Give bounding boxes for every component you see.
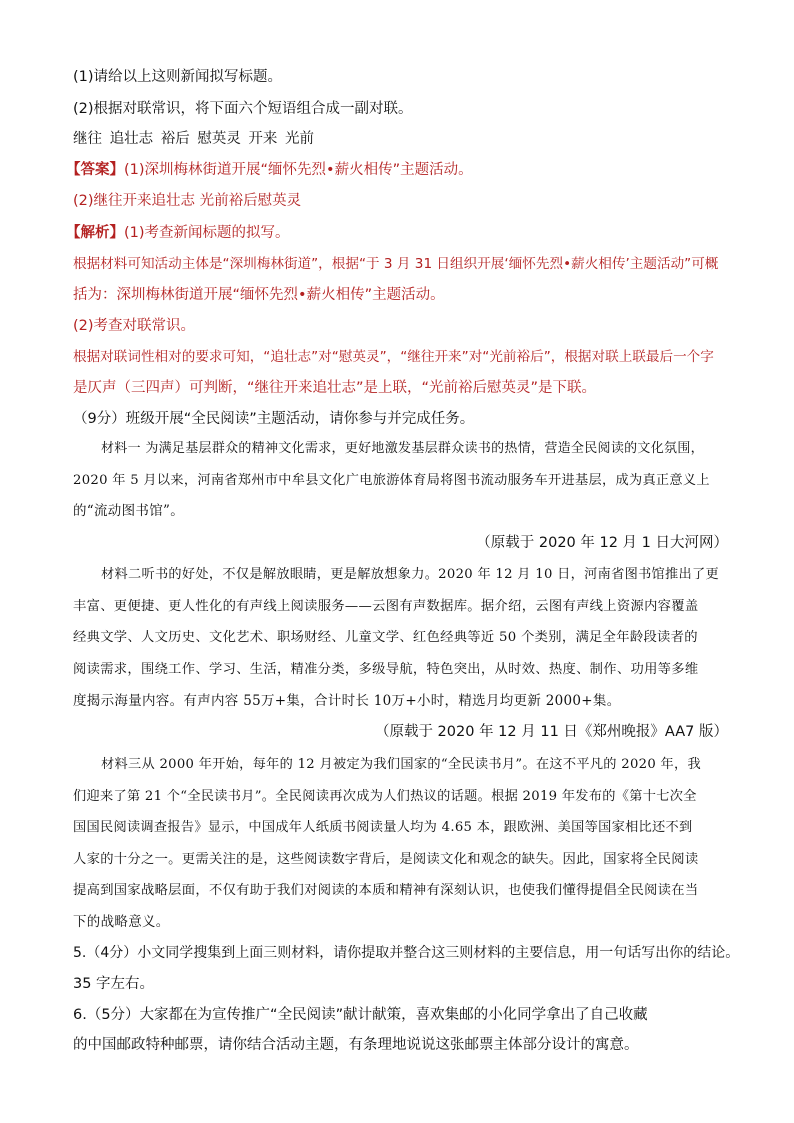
material-2-source: （原载于 2020 年 12 月 11 日《郑州晚报》AA7 版） bbox=[374, 724, 728, 740]
analysis-line-2: 根据材料可知活动主体是“深圳梅林街道”，根据“于 3 月 31 日组织开展‘缅怀先烈•薪火相传’主题活动”可概 bbox=[73, 256, 719, 272]
analysis-line-3: 括为：深圳梅林街道开展“缅怀先烈•薪火相传”主题活动。 bbox=[73, 287, 445, 303]
material-2-line-1: 材料二听书的好处，不仅是解放眼睛，更是解放想象力。2020 年 12 月 10 日，河南省图书馆推出了更 bbox=[101, 567, 719, 582]
material-1-line-1: 材料一 为满足基层群众的精神文化需求，更好地激发基层群众读书的热情，营造全民阅读的文化氛围， bbox=[101, 441, 704, 456]
material-3-line-5: 提高到国家战略层面，不仅有助于我们对阅读的本质和精神有深刻认识，也使我们懂得提倡全民阅读在当 bbox=[73, 883, 699, 898]
answer-tag: 【答案】 bbox=[66, 162, 124, 178]
question-6-line-1: 6.（5分）大家都在为宣传推广“全民阅读”献计献策，喜欢集邮的小化同学拿出了自己收藏 bbox=[73, 1007, 648, 1023]
answer-line-1 bbox=[66, 159, 473, 181]
material-2-line-2: 丰富、更便捷、更人性化的有声线上阅读服务——云图有声数据库。据介绍，云图有声线上资源内容覆盖 bbox=[73, 599, 699, 614]
material-3-line-3: 国国民阅读调查报告》显示，中国成年人纸质书阅读量人均为 4.65 本，跟欧洲、美国等国家相比还不到 bbox=[73, 820, 693, 835]
analysis-line-1 bbox=[66, 222, 290, 244]
material-3-line-6: 下的战略意义。 bbox=[73, 914, 170, 930]
question-5-line-1: 5.（4分）小文同学搜集到上面三则材料，请你提取并整合这三则材料的主要信息，用一句话写出你的结论。 bbox=[73, 945, 740, 961]
answer-line-2: (2)继往开来追壮志 光前裕后慰英灵 bbox=[73, 193, 302, 209]
phrase-list: 继往 追壮志 裕后 慰英灵 开来 光前 bbox=[73, 131, 315, 147]
analysis-text-1: (1)考查新闻标题的拟写。 bbox=[124, 225, 290, 241]
material-3-line-1: 材料三从 2000 年开始，每年的 12 月被定为我们国家的“全民读书月”。在这不平凡的 2020 年，我 bbox=[101, 757, 701, 772]
question-6-line-2: 的中国邮政特种邮票，请你结合活动主题，有条理地说说这张邮票主体部分设计的寓意。 bbox=[73, 1037, 639, 1053]
question-1-prompt: (1)请给以上这则新闻拟写标题。 bbox=[73, 69, 283, 85]
material-1-source: （原载于 2020 年 12 月 1 日大河网） bbox=[476, 535, 728, 551]
question-2-prompt: (2)根据对联常识，将下面六个短语组合成一副对联。 bbox=[73, 101, 413, 117]
analysis-line-6: 是仄声（三四声）可判断，“继往开来追壮志”是上联，“光前裕后慰英灵”是下联。 bbox=[73, 380, 597, 396]
analysis-line-4: (2)考查对联常识。 bbox=[73, 318, 196, 334]
material-1-line-3: 的“流动图书馆”。 bbox=[73, 503, 185, 519]
question-5-line-2: 35 字左右。 bbox=[73, 976, 155, 992]
task-title: （9分）班级开展“全民阅读”主题活动，请你参与并完成任务。 bbox=[73, 411, 475, 427]
material-3-line-4: 人家的十分之一。更需关注的是，这些阅读数字背后，是阅读文化和观念的缺失。因此，国家将全民阅读 bbox=[73, 852, 699, 867]
answer-text-1: (1)深圳梅林街道开展“缅怀先烈•薪火相传”主题活动。 bbox=[124, 162, 473, 178]
material-2-line-3: 经典文学、人文历史、文化艺术、职场财经、儿童文学、红色经典等近 50 个类别，满足全年龄段读者的 bbox=[73, 630, 698, 645]
material-2-line-4: 阅读需求，围绕工作、学习、生活，精准分类，多级导航，特色突出，从时效、热度、制作、功用等多维 bbox=[73, 662, 699, 677]
material-3-line-2: 们迎来了第 21 个“全民读书月”。全民阅读再次成为人们热议的话题。根据 2019 年发布的《第十七次全 bbox=[73, 789, 697, 804]
analysis-line-5: 根据对联词性相对的要求可知，“追壮志”对“慰英灵”，“继往开来”对“光前裕后”，根据对联上联最后一个字 bbox=[73, 349, 714, 365]
analysis-tag: 【解析】 bbox=[66, 225, 124, 241]
material-1-line-2: 2020 年 5 月以来，河南省郑州市中牟县文化广电旅游体育局将图书流动服务车开进基层，成为真正意义上 bbox=[73, 473, 710, 488]
material-2-line-5: 度揭示海量内容。有声内容 55万+集，合计时长 10万+小时，精选月均更新 2000+集。 bbox=[73, 693, 621, 709]
